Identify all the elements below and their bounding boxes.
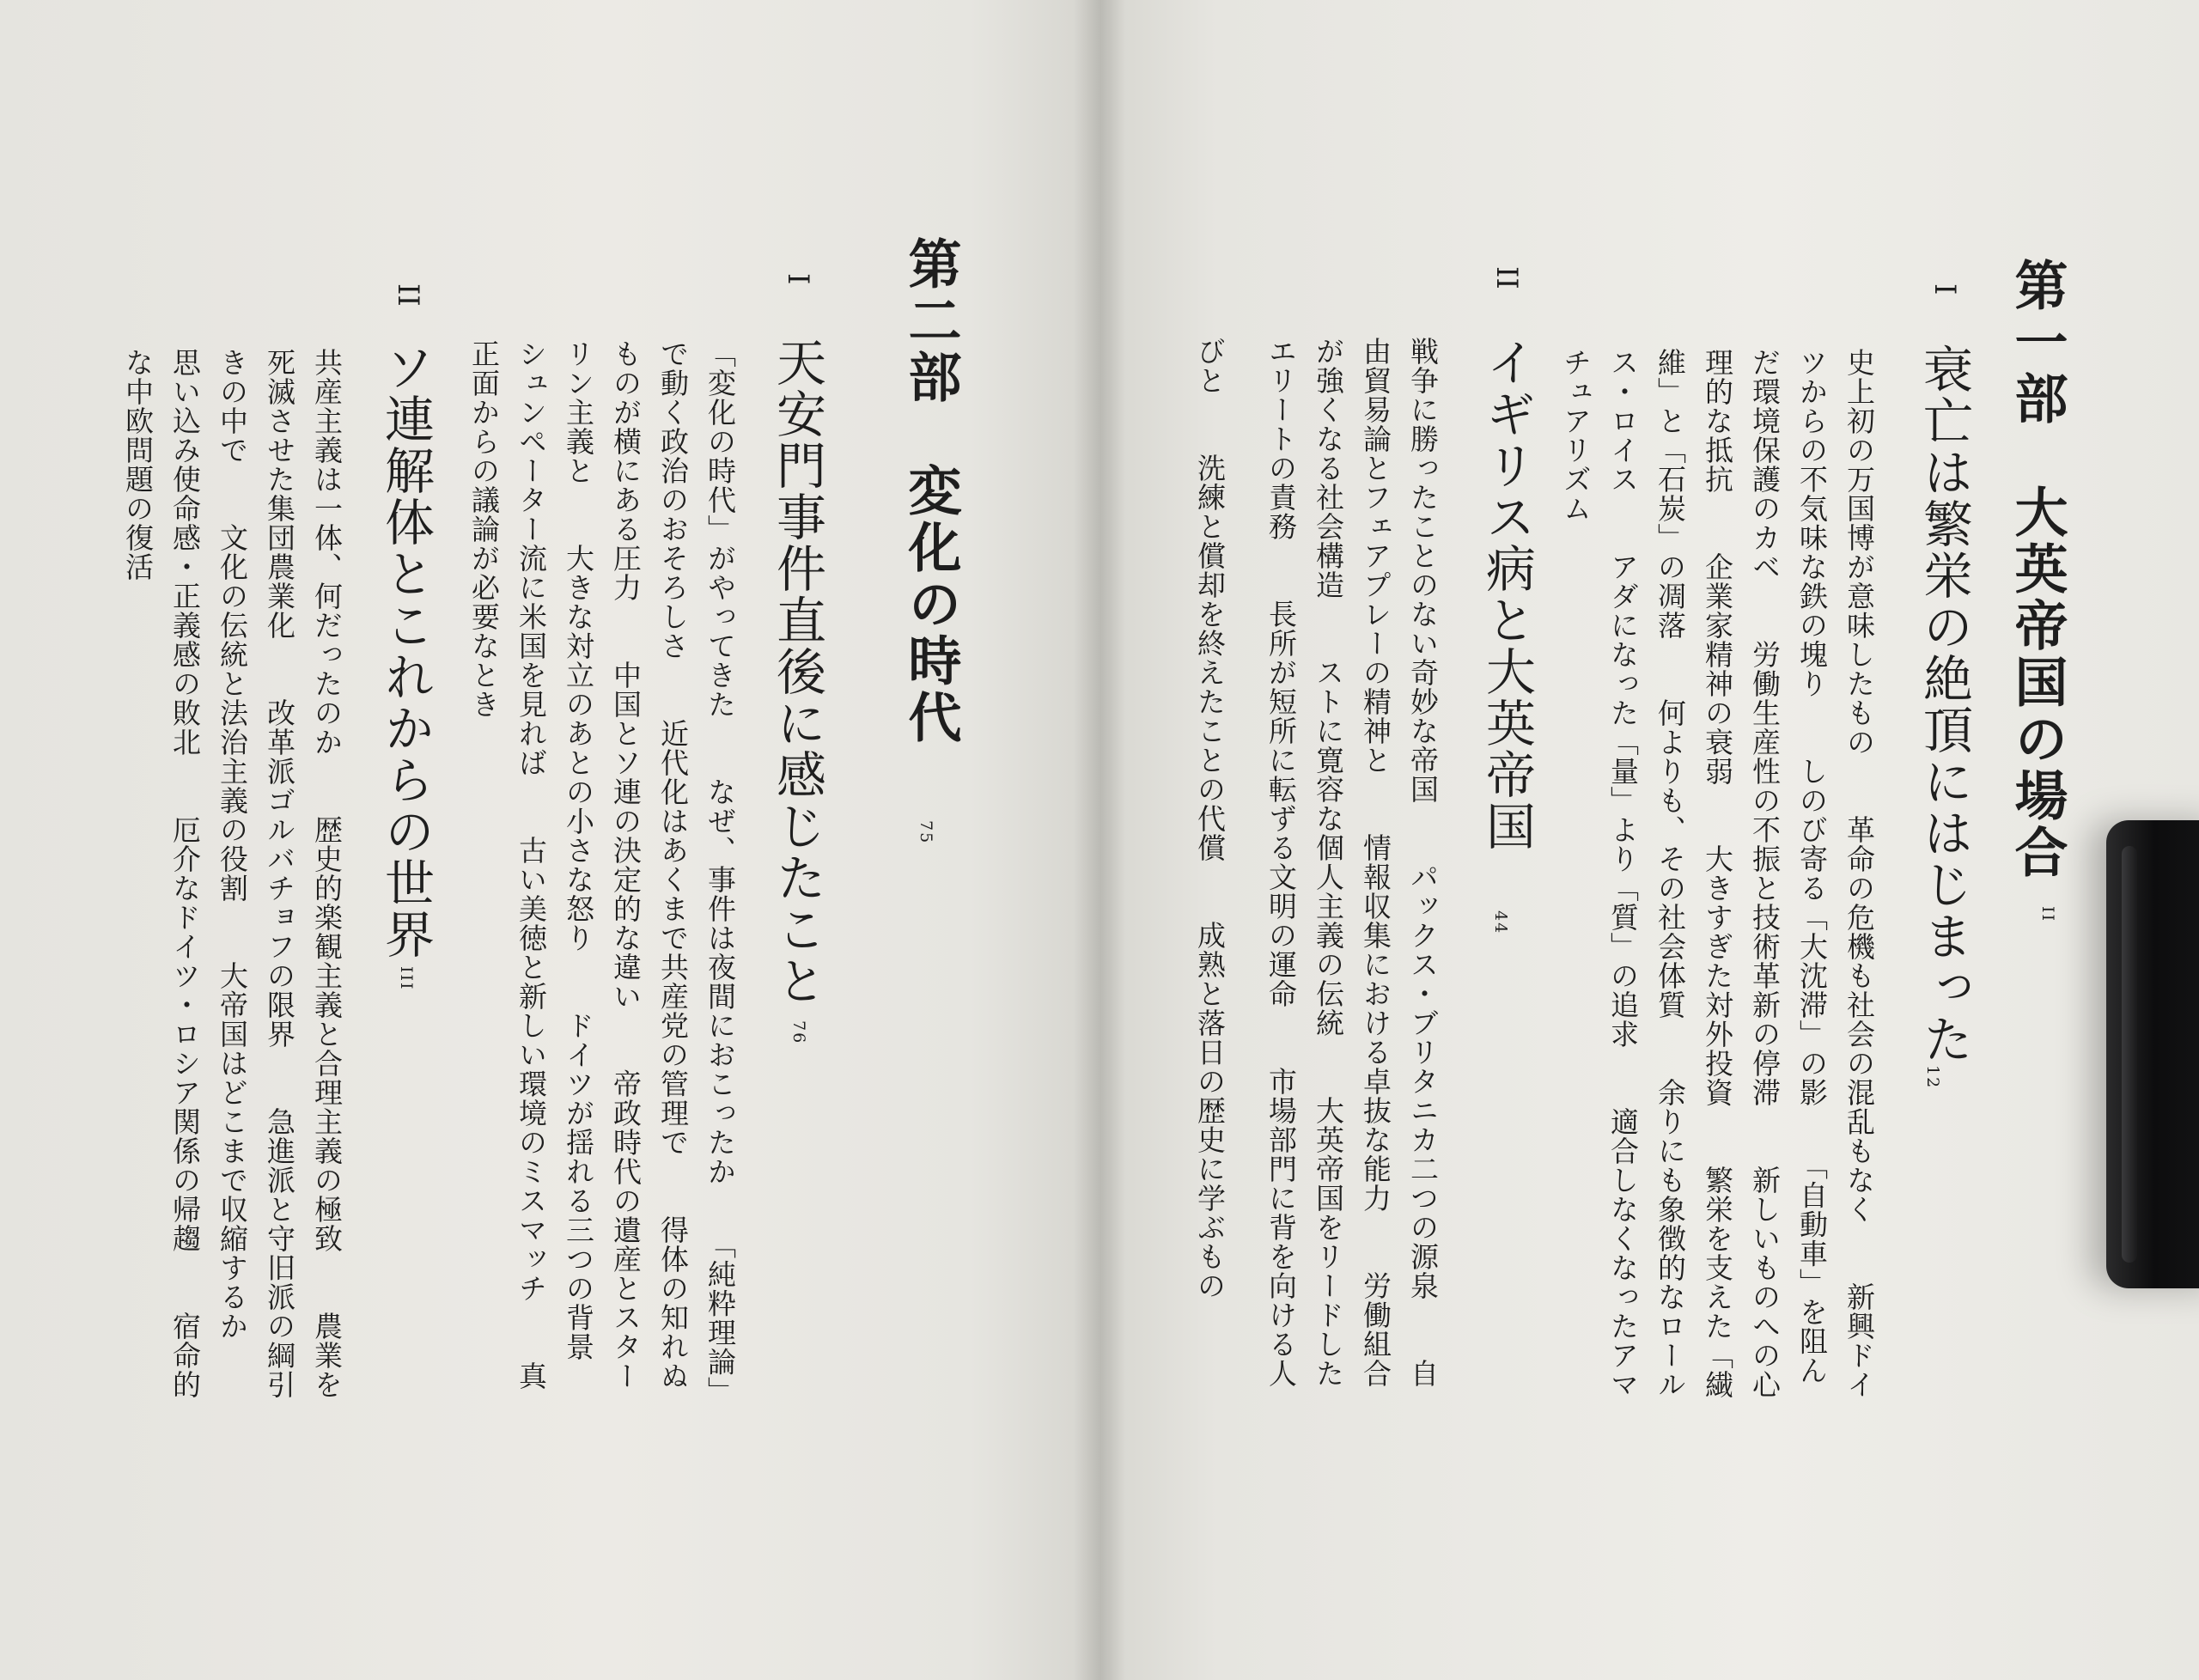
part1-ch1-line-4: 理的な抵抗 企業家精神の衰弱 大きすぎた対外投資 繁栄を支えた「繊 xyxy=(1701,348,1734,1399)
part1-ch2-line-5: びと 洗練と償却を終えたことの代償 成熟と落日の歴史に学ぶもの xyxy=(1193,337,1227,1300)
part2-ch1-line-5: シュンペーター流に米国を見れば 古い美徳と新しい環境のミスマッチ 真 xyxy=(515,339,548,1391)
part1-ch2-line-3: が強くなる社会構造 ストに寛容な個人主義の伝統 大英帝国をリードした xyxy=(1312,337,1345,1388)
part1-ch1-line-3: だ環境保護のカベ 労働生産性の不振と技術革新の停滞 新しいものへの心 xyxy=(1748,348,1782,1399)
binder-clip-edge xyxy=(2122,846,2137,1263)
part2-ch1-numeral: I xyxy=(781,273,815,285)
part1-ch1-line-7: チュアリズム xyxy=(1559,348,1593,523)
part2-title: 第二部 変化の時代 xyxy=(899,236,962,746)
part2-ch1-page: 76 xyxy=(789,1020,808,1045)
part1-title: 第一部 大英帝国の場合 xyxy=(2006,258,2068,881)
part2-page-number: 75 xyxy=(917,820,935,845)
part1-ch1-page: 12 xyxy=(1923,1065,1942,1090)
part1-ch2-title: イギリス病と大英帝国 xyxy=(1477,337,1536,852)
part1-ch2-line-4: エリートの責務 長所が短所に転ずる文明の運命 市場部門に背を向ける人 xyxy=(1264,337,1298,1388)
part2-ch2-page: III xyxy=(397,966,416,991)
part1-ch1-line-1: 史上初の万国博が意味したもの 革命の危機も社会の混乱もなく 新興ドイ xyxy=(1843,348,1876,1399)
part2-ch2-line-3: きの中で 文化の伝統と法治主義の役割 大帝国はどこまで収縮するか xyxy=(216,348,249,1341)
part1-ch2-line-1: 戦争に勝ったことのない奇妙な帝国 パックス・ブリタニカ二つの源泉 自 xyxy=(1406,337,1440,1388)
part2-ch1-line-4: リン主義と 大きな対立のあとの小さな怒り ドイツが揺れる三つの背景 xyxy=(562,339,595,1361)
part2-ch2-line-5: な中欧問題の復活 xyxy=(121,348,155,581)
book-gutter xyxy=(1074,0,1125,1680)
part2-ch2-numeral: II xyxy=(391,283,425,307)
part1-ch1-line-2: ツからの不気味な鉄の塊り しのび寄る「大沈滞」の影 「自動車」を阻ん xyxy=(1795,348,1829,1385)
part2-ch2-line-1: 共産主義は一体、何だったのか 歴史的楽観主義と合理主義の極致 農業を xyxy=(310,348,344,1399)
part1-ch1-numeral: I xyxy=(1928,283,1962,295)
part1-ch1-line-6: ス・ロイス アダになった「量」より「質」の追求 適合しなくなったアマ xyxy=(1606,348,1640,1399)
part2-ch1-title: 天安門事件直後に感じたこと xyxy=(768,337,826,1007)
part2-ch1-line-1: 「変化の時代」がやってきた なぜ、事件は夜間におこったか 「純粋理論」 xyxy=(704,339,737,1406)
part1-ch2-line-2: 由貿易論とフェアプレーの精神と 情報収集における卓抜な能力 労働組合 xyxy=(1359,337,1392,1388)
part1-ch2-page: 44 xyxy=(1491,910,1510,935)
part2-ch1-line-3: ものが横にある圧力 中国とソ連の決定的な違い 帝政時代の遺産とスター xyxy=(609,339,643,1391)
part2-ch2-title: ソ連解体とこれからの世界 xyxy=(376,342,435,960)
part1-ch1-line-5: 維」と「石炭」の凋落 何よりも、その社会体質 余りにも象徴的なロール xyxy=(1654,348,1687,1399)
part2-ch2-line-4: 思い込み使命感・正義感の敗北 厄介なドイツ・ロシア関係の帰趨 宿命的 xyxy=(168,348,202,1399)
binder-clip xyxy=(2106,820,2199,1288)
part2-ch1-line-6: 正面からの議論が必要なとき xyxy=(467,339,501,719)
part1-ch1-title: 衰亡は繁栄の絶頂にはじまった xyxy=(1915,344,1973,1065)
part2-ch2-line-2: 死滅させた集団農業化 改革派ゴルバチョフの限界 急進派と守旧派の綱引 xyxy=(263,348,296,1399)
part2-ch1-line-2: で動く政治のおそろしさ 近代化はあくまで共産党の管理で 得体の知れぬ xyxy=(656,339,690,1391)
part1-ch2-numeral: II xyxy=(1489,266,1524,289)
part1-page-number: II xyxy=(2038,906,2057,923)
